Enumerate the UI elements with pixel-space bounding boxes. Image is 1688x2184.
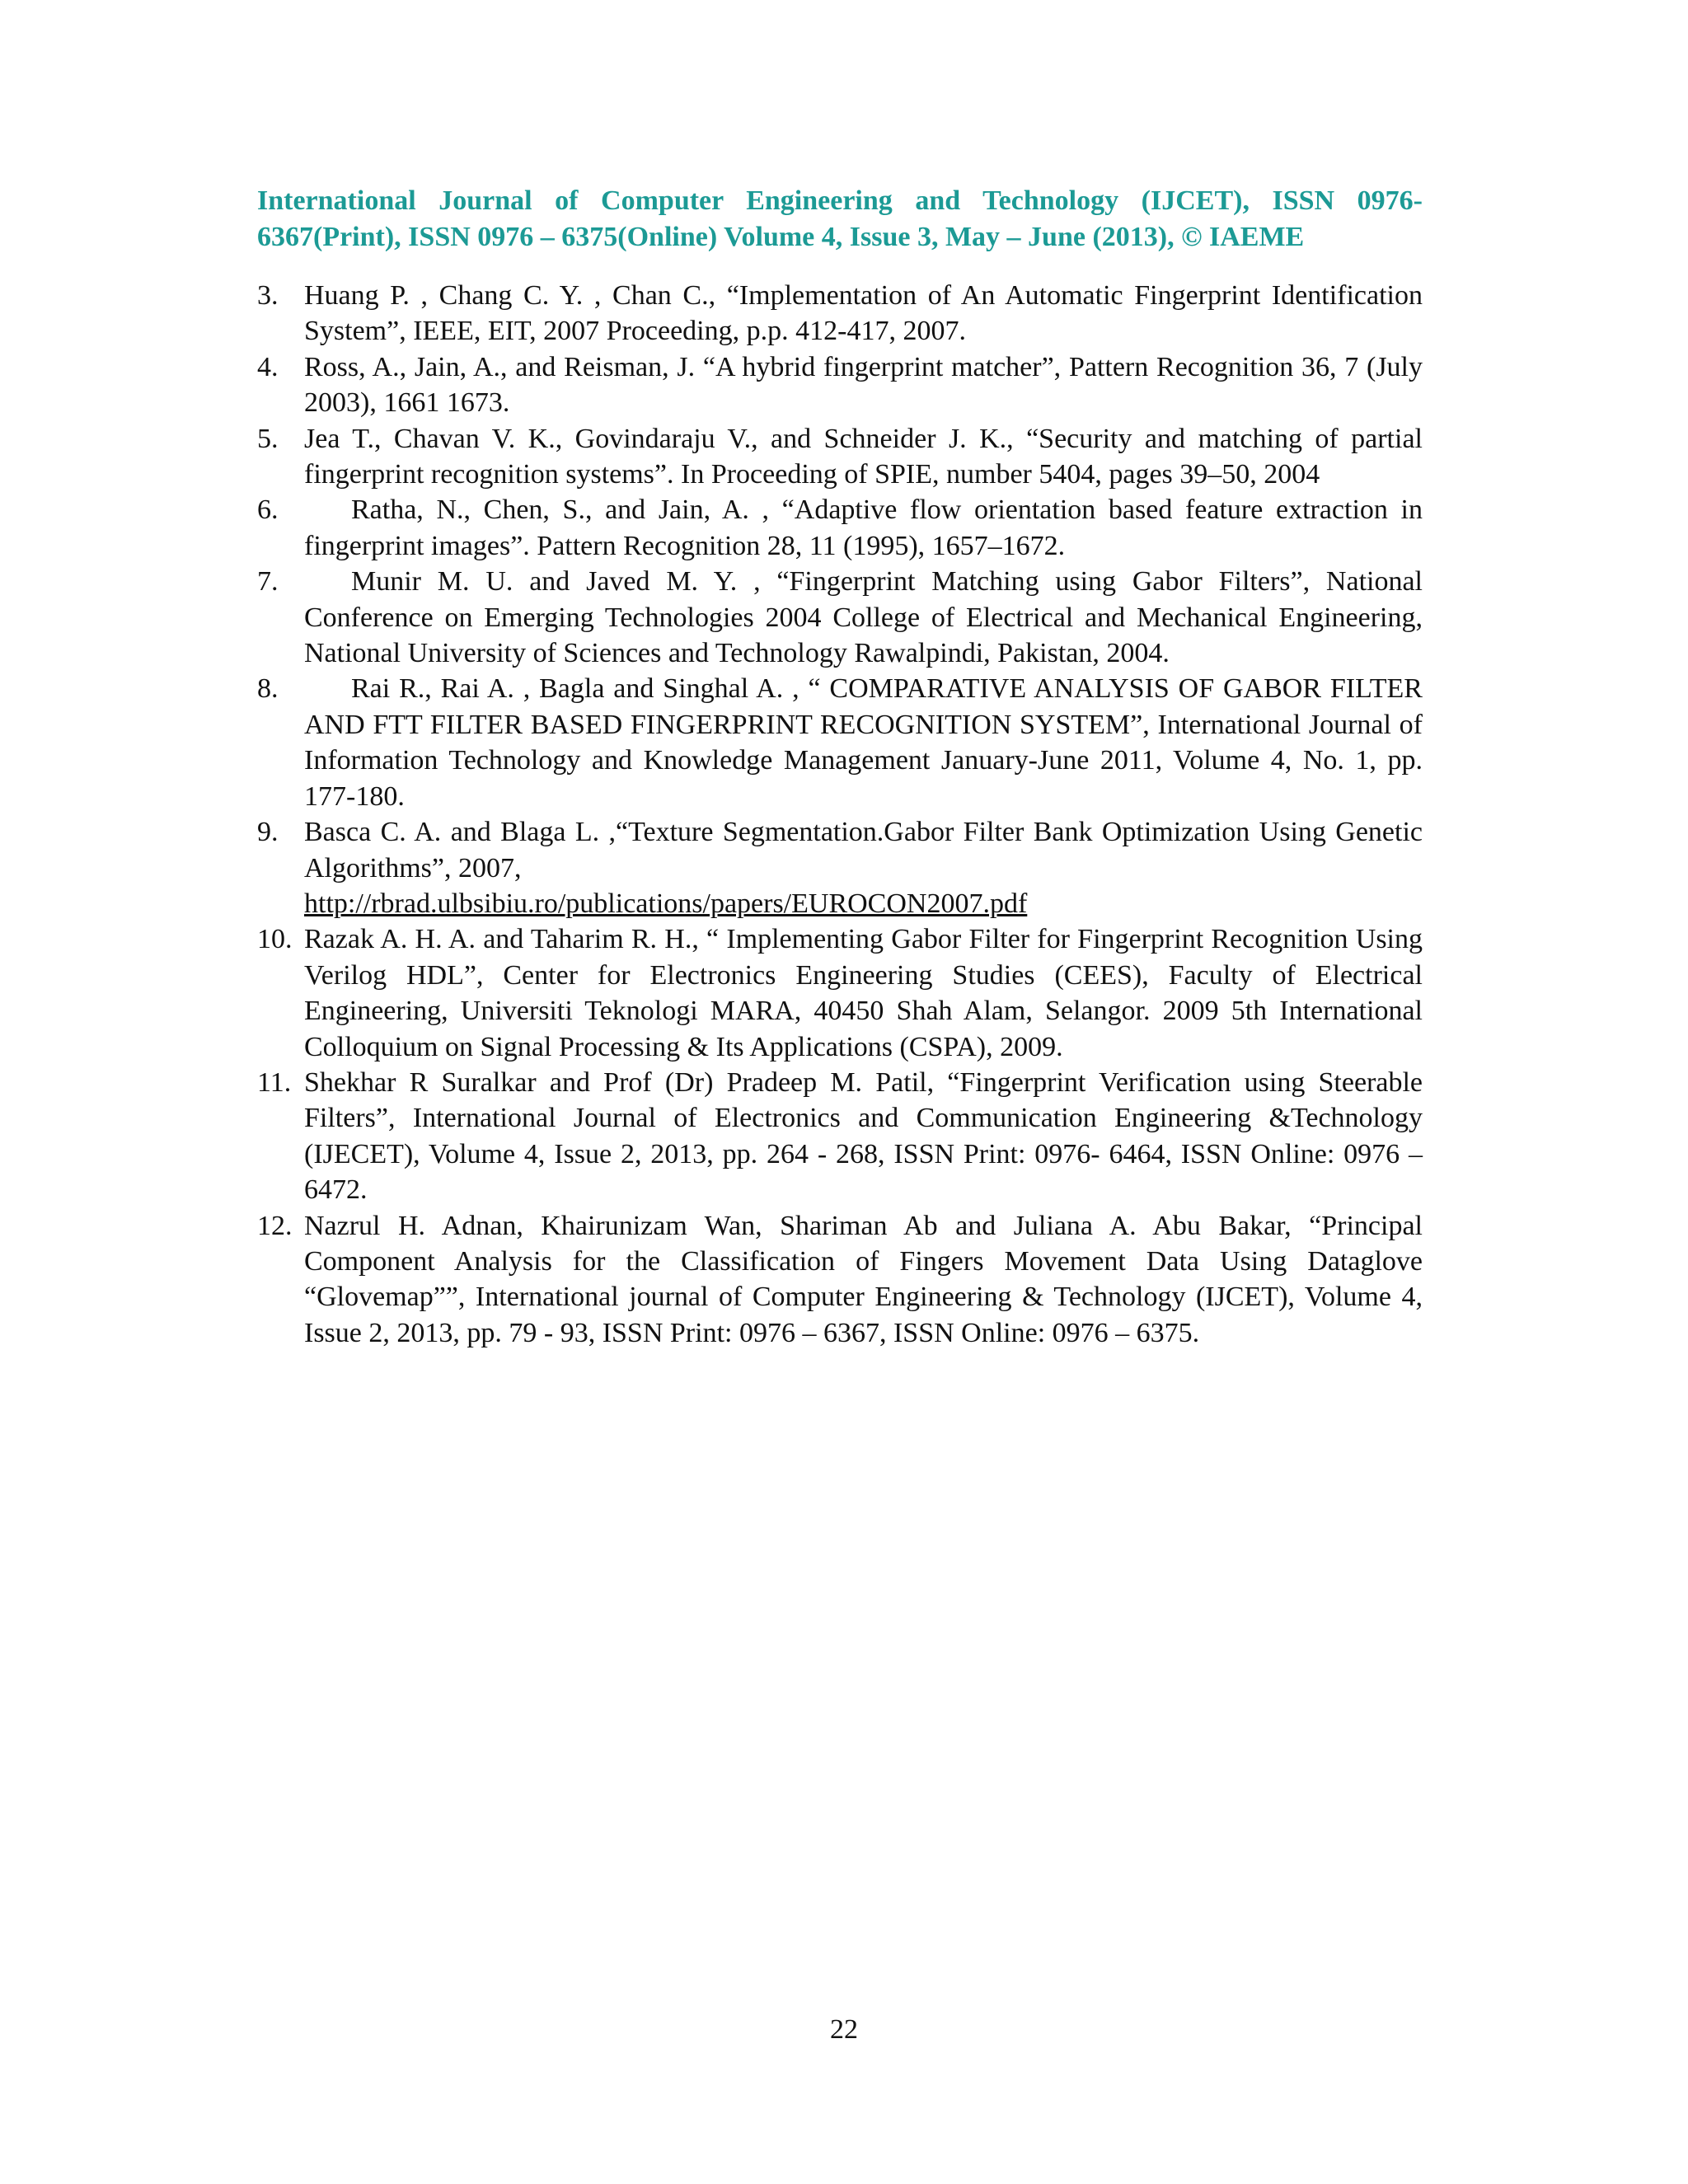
reference-number: 12. (257, 1210, 293, 1241)
reference-text: Basca C. A. and Blaga L. ,“Texture Segmentation.Gabor Filter Bank Optimization Using Genetic Algorithms”, 2007, (304, 817, 1423, 883)
reference-list (257, 278, 1423, 1351)
reference-item-9 (257, 814, 1423, 921)
reference-text: Huang P. , Chang C. Y. , Chan C., “Implementation of An Automatic Fingerprint Identification System”, IEEE, EIT, 2007 Proceeding, p.p. 412-417, 2007. (304, 280, 1423, 347)
reference-text: Razak A. H. A. and Taharim R. H., “ Implementing Gabor Filter for Fingerprint Recognition Using Verilog HDL”, Center for Electronics Engineering Studies (CEES), Faculty of Electrical Engineering, Universiti Teknologi MARA, 40450 Shah Alam, Selangor. 2009 5th International Colloquium on Signal Processing & Its Applications (CSPA), 2009. (304, 924, 1423, 1062)
reference-item-12 (257, 1208, 1423, 1352)
reference-number: 5. (257, 423, 279, 454)
reference-item-8 (257, 671, 1423, 814)
reference-item-4 (257, 349, 1423, 421)
reference-number: 9. (257, 817, 279, 848)
reference-number: 10. (257, 924, 293, 955)
reference-item-7 (257, 564, 1423, 671)
reference-text: Jea T., Chavan V. K., Govindaraju V., and Schneider J. K., “Security and matching of partial fingerprint recognition systems”. In Proceeding of SPIE, number 5404, pages 39–50, 2004 (304, 423, 1423, 490)
reference-item-5 (257, 421, 1423, 493)
reference-text: Munir M. U. and Javed M. Y. , “Fingerprint Matching using Gabor Filters”, National Conference on Emerging Technologies 2004 College of Electrical and Mechanical Engineering, National University of Sciences and Technology Rawalpindi, Pakistan, 2004. (304, 566, 1423, 669)
reference-text: Rai R., Rai A. , Bagla and Singhal A. , “ COMPARATIVE ANALYSIS OF GABOR FILTER AND FTT FILTER BASED FINGERPRINT RECOGNITION SYSTEM”, International Journal of Information Technology and Knowledge Management January-June 2011, Volume 4, No. 1, pp. 177-180. (304, 673, 1423, 812)
reference-number: 11. (257, 1066, 292, 1098)
reference-text: Nazrul H. Adnan, Khairunizam Wan, Shariman Ab and Juliana A. Abu Bakar, “Principal Component Analysis for the Classification of Fingers Movement Data Using Dataglove “Glovemap””, International journal of Computer Engineering & Technology (IJCET), Volume 4, Issue 2, 2013, pp. 79 - 93, ISSN Print: 0976 – 6367, ISSN Online: 0976 – 6375. (304, 1210, 1423, 1348)
reference-number: 3. (257, 280, 279, 311)
page-number: 22 (830, 2014, 858, 2045)
reference-text: Ratha, N., Chen, S., and Jain, A. , “Adaptive flow orientation based feature extraction in fingerprint images”. Pattern Recognition 28, 11 (1995), 1657–1672. (304, 494, 1423, 561)
document-page (257, 183, 1423, 1351)
journal-header: International Journal of Computer Engineering and Technology (IJCET), ISSN 0976-6367(Print), ISSN 0976 – 6375(Online) Volume 4, Issue 3, May – June (2013), © IAEME (257, 185, 1423, 252)
reference-number: 4. (257, 351, 279, 382)
reference-item-11 (257, 1065, 1423, 1208)
reference-number: 7. (257, 566, 279, 598)
reference-number: 6. (257, 494, 279, 526)
reference-text: Ross, A., Jain, A., and Reisman, J. “A hybrid fingerprint matcher”, Pattern Recognition 36, 7 (July 2003), 1661 1673. (304, 351, 1423, 419)
reference-item-6 (257, 492, 1423, 564)
reference-number: 8. (257, 673, 279, 705)
reference-link[interactable]: http://rbrad.ulbsibiu.ro/publications/papers/EUROCON2007.pdf (304, 888, 1028, 919)
reference-item-10 (257, 921, 1423, 1065)
reference-text: Shekhar R Suralkar and Prof (Dr) Pradeep M. Patil, “Fingerprint Verification using Steerable Filters”, International Journal of Electronics and Communication Engineering &Technology (IJECET), Volume 4, Issue 2, 2013, pp. 264 - 268, ISSN Print: 0976- 6464, ISSN Online: 0976 –6472. (304, 1066, 1423, 1206)
reference-item-3 (257, 278, 1423, 349)
